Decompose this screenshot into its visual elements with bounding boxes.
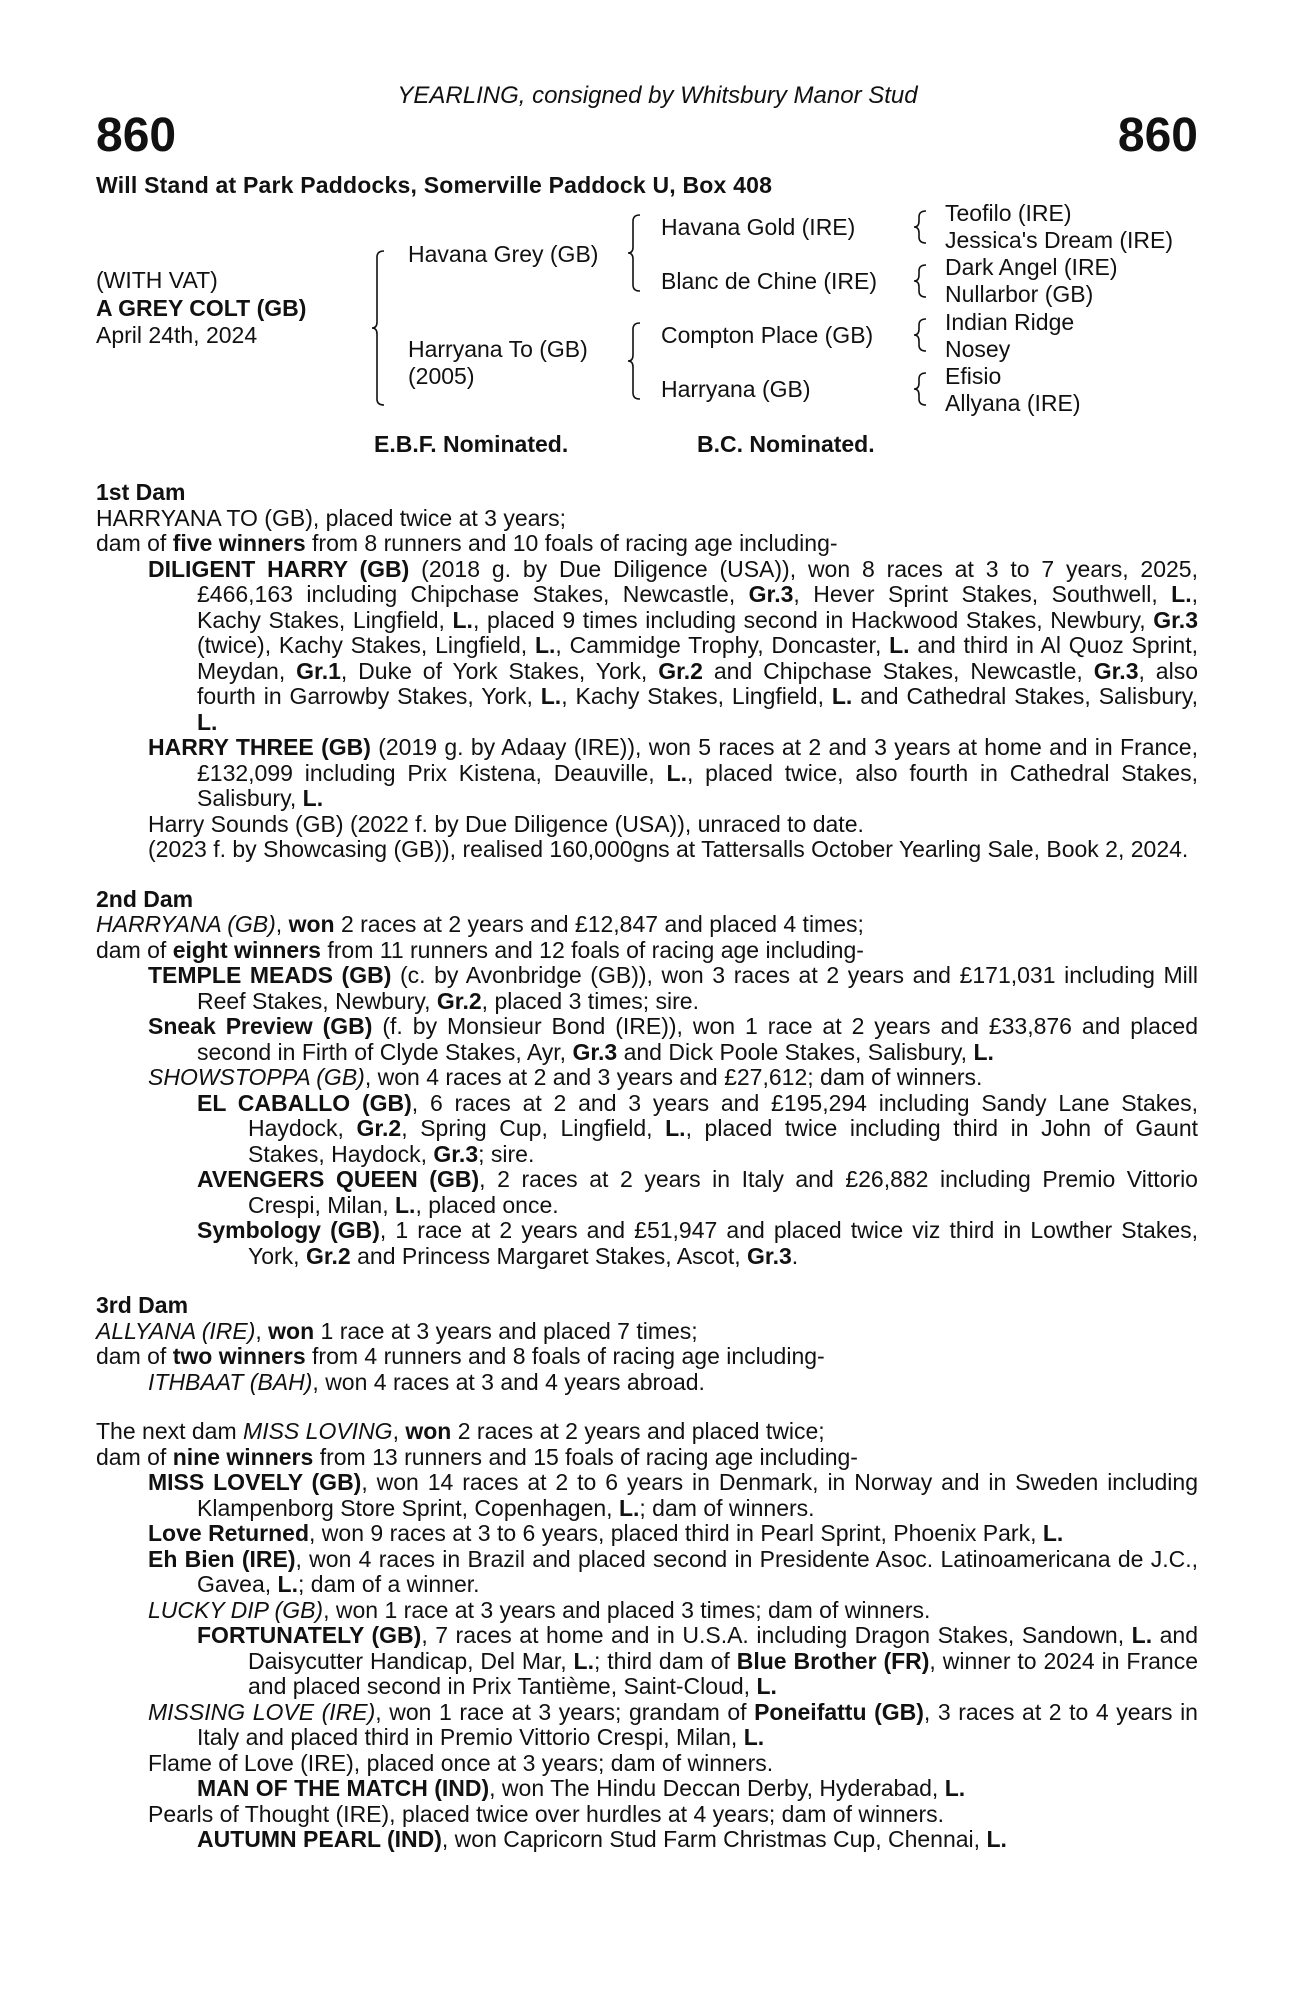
pedigree-entry [96, 1827, 1198, 1853]
bold-text: Gr.3 [433, 1140, 479, 1167]
bold-text: AUTUMN PEARL (IND) [197, 1826, 442, 1852]
entry-text: ; third dam of [593, 1647, 737, 1674]
stand-location: Will Stand at Park Paddocks, Somerville Paddock U, Box 408 [96, 172, 773, 198]
bold-text: MISS LOVELY (GB) [148, 1469, 362, 1495]
entry-text: , won Capricorn Stud Farm Christmas Cup, Chennai, [441, 1826, 987, 1852]
italic-text: MISSING LOVE (IRE) [148, 1698, 376, 1725]
fourth-gen-ancestor: Nullarbor (GB) [945, 281, 1094, 307]
bold-text: nine winners [172, 1443, 314, 1470]
section-heading: 2nd Dam [96, 885, 194, 912]
bold-text: Poneifattu (GB) [754, 1698, 924, 1725]
entry-text: , won 1 race at 3 years and placed 3 times; dam of winners. [323, 1596, 931, 1623]
pedigree-entry [96, 506, 1198, 532]
ebf-nomination: E.B.F. Nominated. [374, 431, 569, 457]
entry-text: , placed 3 times; sire. [481, 987, 699, 1014]
entry-text: , Duke of York Stakes, York, [340, 657, 659, 684]
bold-text: L. [1131, 1622, 1153, 1648]
pedigree-section [96, 1419, 1198, 1853]
bold-text: L. [889, 632, 910, 658]
bold-text: Gr.2 [658, 657, 703, 684]
pedigree-entry [96, 1547, 1198, 1598]
italic-text: ALLYANA (IRE) [96, 1317, 256, 1344]
entry-text: from 4 runners and 8 foals of racing age including- [305, 1343, 825, 1369]
sire-dam: Blanc de Chine (IRE) [661, 268, 878, 294]
pedigree-entry [96, 1167, 1198, 1218]
entry-text: and third in Al Quoz Sprint, Meydan, [197, 632, 1198, 684]
pedigree-entry [96, 1700, 1198, 1751]
entry-text: and Cathedral Stakes, Salisbury, [852, 683, 1198, 709]
fourth-gen-ancestor: Nosey [945, 336, 1011, 362]
bold-text: L. [665, 1115, 686, 1141]
entry-text: , Cammidge Trophy, Doncaster, [555, 632, 890, 658]
bold-text: L. [973, 1038, 994, 1065]
bold-text: L. [197, 708, 218, 735]
pedigree-entry [96, 1521, 1198, 1547]
bold-text: L. [394, 1191, 416, 1218]
foaling-date: April 24th, 2024 [96, 322, 258, 348]
pedigree-entry [96, 1091, 1198, 1168]
brace-icon [914, 264, 926, 298]
entry-text: from 8 runners and 10 foals of racing age including- [305, 530, 838, 556]
entry-text: from 13 runners and 15 foals of racing age including- [313, 1443, 858, 1470]
bold-text: L. [302, 785, 324, 811]
entry-text: , placed 9 times including second in Hackwood Stakes, Newbury, [472, 606, 1154, 633]
entry-text: ; dam of a winner. [298, 1571, 480, 1597]
italic-text: HARRYANA (GB) [96, 911, 276, 937]
pedigree-entry [96, 1802, 1198, 1828]
pedigree-entry [96, 735, 1198, 812]
entry-text: , Hever Sprint Stakes, Southwell, [793, 581, 1172, 607]
bold-text: Gr.2 [305, 1242, 351, 1269]
brace-icon [372, 250, 384, 406]
bold-text: Gr.2 [436, 987, 482, 1014]
entry-text: (2019 g. by Adaay (IRE)), won 5 races at 2 and 3 years at home and in France, £132,099 including Prix Kistena, Deauville, [197, 734, 1198, 786]
bold-text: L. [534, 632, 556, 658]
bold-text: Gr.3 [1153, 606, 1198, 633]
entry-text: , Spring Cup, Lingfield, [401, 1115, 666, 1141]
bold-text: L. [277, 1571, 298, 1597]
pedigree-entry [96, 1344, 1198, 1370]
pedigree-entry [96, 1370, 1198, 1396]
bold-text: Gr.3 [747, 1242, 792, 1269]
bold-text: won [268, 1317, 315, 1344]
dam-year: (2005) [408, 363, 475, 389]
entry-text: , won The Hindu Deccan Derby, Hyderabad, [489, 1775, 945, 1801]
entry-text: dam of [96, 1343, 173, 1369]
pedigree-entry [96, 963, 1198, 1014]
entry-text: , placed once. [415, 1191, 559, 1218]
entry-text: dam of [96, 530, 173, 556]
bold-text: L. [831, 683, 853, 709]
entry-text: . [791, 1242, 799, 1269]
bold-text: five winners [172, 530, 306, 556]
pedigree-entry [96, 1470, 1198, 1521]
dam-dam: Harryana (GB) [661, 376, 811, 402]
bold-text: L. [986, 1826, 1007, 1852]
entry-text: , won 4 races at 3 and 4 years abroad. [312, 1368, 705, 1395]
italic-text: SHOWSTOPPA (GB) [148, 1064, 365, 1090]
bold-text: FORTUNATELY (GB) [197, 1622, 422, 1648]
bold-text: won [405, 1418, 452, 1444]
fourth-gen-ancestor: Dark Angel (IRE) [945, 254, 1118, 280]
entry-text: The next dam [96, 1418, 244, 1444]
brace-icon [914, 318, 926, 352]
bold-text: Eh Bien (IRE) [148, 1545, 296, 1572]
entry-text: and Daisycutter Handicap, Del Mar, [248, 1622, 1198, 1674]
dam: Harryana To (GB) [408, 336, 588, 362]
bold-text: Gr.1 [296, 657, 341, 684]
bold-text: Gr.3 [748, 581, 794, 607]
pedigree-entry [96, 938, 1198, 964]
pedigree-section [96, 480, 1198, 863]
pedigree-entry [96, 1419, 1198, 1445]
bold-text: L. [618, 1494, 640, 1521]
entry-text: , won 4 races at 2 and 3 years and £27,612; dam of winners. [364, 1064, 983, 1090]
pedigree-entry [96, 1065, 1198, 1091]
entry-text: , [392, 1418, 406, 1444]
entry-text: , won 14 races at 2 to 6 years in Denmark, in Norway and in Sweden including Klampenborg Store Sprint, Copenhagen, [197, 1469, 1198, 1521]
subject-name: A GREY COLT (GB) [96, 295, 307, 321]
entry-text: Pearls of Thought (IRE), placed twice over hurdles at 4 years; dam of winners. [148, 1800, 945, 1827]
pedigree-entry [96, 531, 1198, 557]
bold-text: L. [540, 683, 562, 709]
entry-text: dam of [96, 936, 173, 963]
entry-text: 2 races at 2 years and £12,847 and placed 4 times; [334, 911, 864, 937]
bold-text: L. [756, 1673, 777, 1699]
bold-text: L. [666, 759, 687, 786]
bold-text: Gr.2 [356, 1115, 402, 1141]
lot-number-left: 860 [96, 109, 177, 162]
fourth-gen-ancestor: Efisio [945, 363, 1002, 389]
bold-text: L. [573, 1647, 594, 1674]
brace-icon [628, 214, 640, 292]
entry-text: , also fourth in Garrowby Stakes, York, [197, 657, 1198, 709]
entry-text: , placed twice including third in John of Gaunt Stakes, Haydock, [248, 1115, 1198, 1167]
dam-line-details [96, 480, 1198, 1853]
section-heading: 1st Dam [96, 479, 186, 505]
bold-text: Gr.3 [572, 1038, 618, 1065]
section-heading: 3rd Dam [96, 1292, 189, 1318]
pedigree-section [96, 887, 1198, 1270]
bold-text: Symbology (GB) [197, 1217, 380, 1243]
sire: Havana Grey (GB) [408, 241, 599, 267]
pedigree-entry [96, 812, 1198, 838]
entry-text: and Dick Poole Stakes, Salisbury, [617, 1038, 974, 1065]
entry-text: (twice), Kachy Stakes, Lingfield, [197, 632, 535, 658]
entry-text: , 1 race at 2 years and £51,947 and placed twice viz third in Lowther Stakes, York, [248, 1217, 1198, 1269]
bold-text: DILIGENT HARRY (GB) [148, 555, 410, 582]
entry-text: , won 9 races at 3 to 6 years, placed third in Pearl Sprint, Phoenix Park, [309, 1520, 1043, 1546]
brace-icon [914, 372, 926, 406]
bold-text: Sneak Preview (GB) [148, 1013, 373, 1039]
bold-text: L. [944, 1775, 966, 1801]
fourth-gen-ancestor: Teofilo (IRE) [945, 200, 1072, 226]
entry-text: 2 races at 2 years and placed twice; [451, 1418, 825, 1444]
entry-text: ; dam of winners. [639, 1494, 815, 1521]
entry-text: (f. by Monsieur Bond (IRE)), won 1 race at 2 years and £33,876 and placed second in Firth of Clyde Stakes, Ayr, [197, 1013, 1198, 1065]
italic-text: LUCKY DIP (GB) [148, 1596, 324, 1623]
brace-icon [628, 322, 640, 400]
entry-text: 1 race at 3 years and placed 7 times; [314, 1317, 698, 1344]
entry-text: , Kachy Stakes, Lingfield, [561, 683, 832, 709]
entry-text: (2018 g. by Due Diligence (USA)), won 8 races at 3 to 7 years, 2025, £466,163 including Chipchase Stakes, Newcastle, [197, 555, 1198, 607]
bold-text: MAN OF THE MATCH (IND) [197, 1775, 490, 1801]
bold-text: HARRY THREE (GB) [148, 734, 371, 760]
brace-icon [914, 210, 926, 244]
bold-text: eight winners [172, 936, 321, 963]
bold-text: L. [452, 606, 473, 633]
entry-text: , [275, 911, 289, 937]
bold-text: Blue Brother (FR) [736, 1647, 930, 1674]
pedigree-entry [96, 912, 1198, 938]
vat-note: (WITH VAT) [96, 267, 218, 293]
consignment-line: YEARLING, consigned by Whitsbury Manor Stud [397, 82, 918, 109]
sire-sire: Havana Gold (IRE) [661, 214, 856, 240]
italic-text: ITHBAAT (BAH) [148, 1368, 313, 1395]
bold-text: Love Returned [148, 1520, 310, 1546]
entry-text: , 2 races at 2 years in Italy and £26,882 including Premio Vittorio Crespi, Milan, [248, 1166, 1198, 1218]
entry-text: , [255, 1317, 269, 1344]
pedigree-entry [96, 1218, 1198, 1269]
italic-text: MISS LOVING [243, 1418, 393, 1444]
lot-number-right: 860 [1117, 109, 1198, 162]
entry-text: Flame of Love (IRE), placed once at 3 years; dam of winners. [148, 1749, 774, 1776]
pedigree-entry [96, 837, 1198, 863]
bold-text: two winners [172, 1343, 306, 1369]
pedigree-entry [96, 1776, 1198, 1802]
fourth-gen-ancestor: Indian Ridge [945, 309, 1075, 335]
pedigree-entry [96, 1014, 1198, 1065]
bold-text: L. [1171, 581, 1192, 607]
pedigree-entry [96, 1751, 1198, 1777]
entry-text: Harry Sounds (GB) (2022 f. by Due Diligence (USA)), unraced to date. [148, 810, 864, 837]
entry-text: , 3 races at 2 to 4 years in Italy and placed third in Premio Vittorio Crespi, Milan, [197, 1698, 1198, 1750]
bold-text: AVENGERS QUEEN (GB) [197, 1166, 480, 1192]
bold-text: EL CABALLO (GB) [197, 1089, 412, 1116]
entry-text: and Princess Margaret Stakes, Ascot, [350, 1242, 748, 1269]
entry-text: , 7 races at home and in U.S.A. including Dragon Stakes, Sandown, [421, 1622, 1132, 1648]
bc-nomination: B.C. Nominated. [697, 431, 875, 457]
entry-text: dam of [96, 1443, 173, 1470]
pedigree-entry [96, 1319, 1198, 1345]
pedigree-entry [96, 557, 1198, 736]
entry-text: (2023 f. by Showcasing (GB)), realised 160,000gns at Tattersalls October Yearling Sale, Book 2, 2024. [148, 836, 1189, 862]
bold-text: L. [1042, 1520, 1064, 1546]
bold-text: TEMPLE MEADS (GB) [148, 962, 392, 988]
pedigree-entry [96, 1623, 1198, 1700]
entry-text: , winner to 2024 in France and placed second in Prix Tantième, Saint-Cloud, [248, 1647, 1198, 1699]
entry-text: HARRYANA TO (GB), placed twice at 3 years; [96, 504, 566, 531]
pedigree-entry [96, 1445, 1198, 1471]
pedigree-entry [96, 1598, 1198, 1624]
entry-text: (c. by Avonbridge (GB)), won 3 races at 2 years and £171,031 including Mill Reef Stakes, Newbury, [197, 962, 1198, 1014]
pedigree-section [96, 1293, 1198, 1395]
bold-text: Gr.3 [1093, 657, 1139, 684]
entry-text: from 11 runners and 12 foals of racing age including- [320, 936, 864, 963]
dam-sire: Compton Place (GB) [661, 322, 874, 348]
fourth-gen-ancestor: Allyana (IRE) [945, 390, 1081, 416]
entry-text: ; sire. [478, 1140, 535, 1167]
entry-text: , placed twice, also fourth in Cathedral Stakes, Salisbury, [197, 759, 1198, 811]
entry-text: , Kachy Stakes, Lingfield, [197, 581, 1198, 633]
entry-text: and Chipchase Stakes, Newcastle, [702, 657, 1094, 684]
bold-text: L. [743, 1724, 765, 1750]
entry-text: , 6 races at 2 and 3 years and £195,294 including Sandy Lane Stakes, Haydock, [248, 1089, 1198, 1141]
entry-text: , won 1 race at 3 years; grandam of [375, 1698, 755, 1725]
fourth-gen-ancestor: Jessica's Dream (IRE) [945, 227, 1174, 253]
bold-text: won [288, 911, 335, 937]
entry-text: , won 4 races in Brazil and placed second in Presidente Asoc. Latinoamericana de J.C., Gavea, [197, 1545, 1198, 1597]
